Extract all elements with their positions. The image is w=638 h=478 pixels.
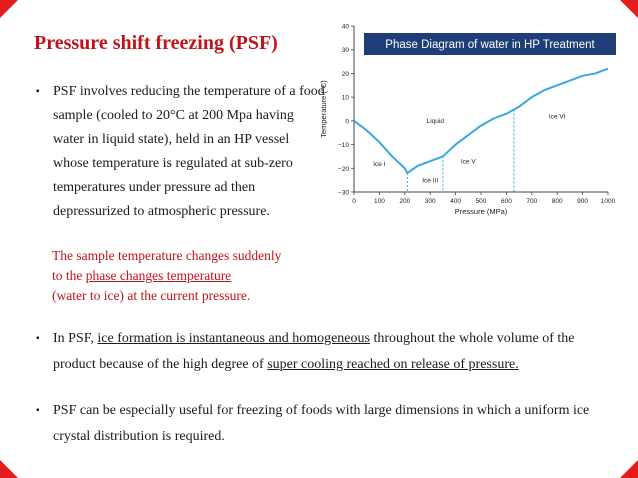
y-tick-label: −10 [337,142,349,150]
bullet-paragraph-2 [36,326,606,378]
x-tick-label: 800 [551,198,563,205]
x-tick-label: 900 [577,198,589,205]
corner-decoration-top-left [0,0,18,18]
phase-diagram-chart [316,20,618,220]
x-tick-label: 400 [450,198,462,205]
y-tick-label: −30 [337,189,349,197]
x-tick-label: 300 [424,198,436,205]
y-tick-label: 30 [341,47,349,55]
paragraph-text-1: PSF involves reducing the temperature of a food sample (cooled to 20°C at 200 Mpa having water in liquid state), held in an HP vessel whose temperature is regulated at sub-zero temperatures under pressure ad then depressurized to atmospheric pressure. [53,84,325,219]
y-axis-label: Temperature (°C) [319,80,328,138]
text-segment: In PSF, [53,331,98,346]
x-tick-label: 200 [399,198,411,205]
y-tick-label: 10 [341,94,349,102]
bullet-paragraph-1 [36,80,326,224]
x-tick-label: 100 [373,198,385,205]
region-label: Ice III [422,177,439,185]
phase-change-link[interactable]: phase changes temperature [85,268,232,283]
bullet-paragraph-3 [36,398,606,450]
text-segment: throughout the whole volume of the product because of the high degree of [53,331,575,372]
highlight-prefix: to the [52,268,86,283]
ice-formation-link[interactable]: ice formation is instantaneous and homogeneous [97,331,370,346]
region-label: Ice VI [548,113,566,121]
highlight-line-1: The sample temperature changes suddenly [52,248,282,263]
highlight-note [52,246,281,306]
corner-decoration-top-right [620,0,638,18]
bullet-icon: ▪ [36,333,40,344]
slide-title: Pressure shift freezing (PSF) [34,32,278,54]
region-label: Liquid [426,118,444,126]
corner-decoration-bottom-right [620,460,638,478]
y-tick-label: −20 [337,165,349,173]
super-cooling-link[interactable]: super cooling reached on release of pressure. [267,357,519,372]
bullet-icon: ▪ [36,86,40,97]
paragraph-text-2 [36,326,606,378]
x-tick-label: 1000 [600,198,616,205]
phase-boundary-line [354,69,608,173]
region-label: Ice I [373,160,386,168]
y-tick-label: 0 [345,118,349,126]
region-label: Ice V [460,158,476,166]
x-tick-label: 700 [526,198,538,205]
highlight-line-2 [52,266,281,286]
highlight-line-3: (water to ice) at the current pressure. [52,288,251,303]
x-tick-label: 500 [475,198,487,205]
chart-title: Phase Diagram of water in HP Treatment [385,39,595,51]
x-tick-label: 0 [352,198,356,205]
corner-decoration-bottom-left [0,460,18,478]
y-tick-label: 20 [341,70,349,78]
x-tick-label: 600 [500,198,512,205]
bullet-icon: ▪ [36,405,40,416]
paragraph-text-3: PSF can be especially useful for freezing of foods with large dimensions in which a uniform ice crystal distribution is required. [53,403,590,444]
y-tick-label: 40 [341,23,349,31]
x-axis-label: Pressure (MPa) [454,207,508,216]
